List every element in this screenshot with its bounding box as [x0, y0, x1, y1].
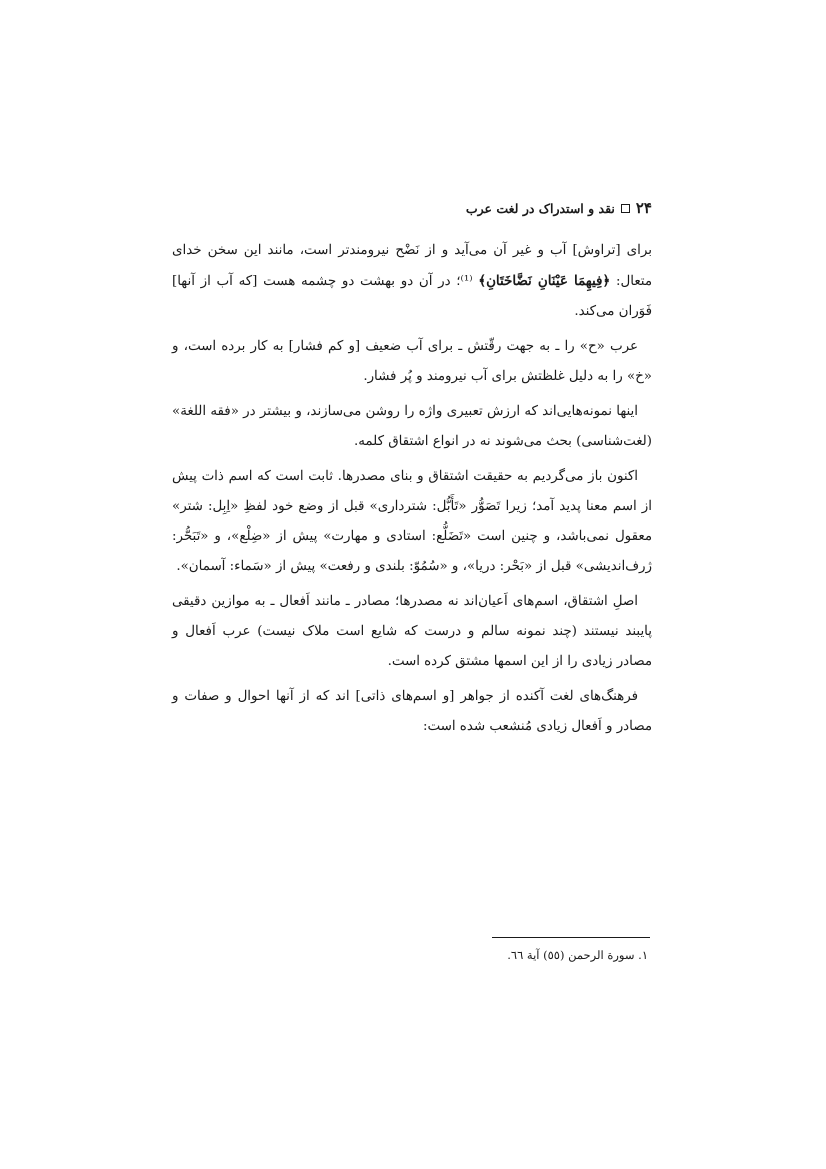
- text-run: برای [تراوش] آب و غیر آن می‌آید و از نَضْح نیرومندتر است، مانند این سخن خدای متعال:: [172, 243, 652, 289]
- running-title: نقد و استدراک در لغت عرب: [465, 200, 615, 216]
- text-run: اینها نمونه‌هایی‌اند که ارزش تعبیری واژه را روشن می‌سازند، و بیشتر در «فقه اللغة» (لغت‌شناسی) بحث می‌شوند نه در انواع اشتقاق کلمه.: [172, 404, 652, 449]
- paragraph: [172, 332, 652, 392]
- paragraph: [172, 587, 652, 677]
- quran-verse: ﴿فِيهِمَا عَيْنَانِ نَضَّاخَتَانِ﴾: [478, 273, 611, 289]
- square-bullet-icon: [621, 204, 630, 213]
- text-run: فرهنگ‌های لغت آکنده از جواهر [و اسم‌های ذاتی] اند که از آنها احوال و صفات و مصادر و اَفعال زیادی مُنشعب شده است:: [172, 689, 652, 734]
- paragraph: [172, 236, 652, 327]
- footnote-divider: [492, 937, 650, 938]
- text-run: عرب «ح» را ـ به جهت رقّتش ـ برای آب ضعیف [و کم فشار] به کار برده است، و «خ» را به دلیل غلظتش برای آب نیرومند و پُر فشار.: [172, 339, 652, 384]
- text-run: اصلِ اشتقاق، اسم‌های اَعیان‌اند نه مصدرها؛ مصادر ـ مانند اَفعال ـ به موازین دقیقی پایبند نیستند (چند نمونه سالم و درست که شایع است ملاک نیست) عرب اَفعال و مصادر زیادی را از این اسمها مشتق کرده است.: [172, 594, 652, 669]
- page-number: ۲۴: [635, 199, 652, 217]
- footnote: ۱. سورة الرحمن (٥٥) آية ٦٦.: [507, 948, 648, 962]
- running-header: [174, 196, 652, 220]
- text-run: اکنون باز می‌گردیم به حقیقت اشتقاق و بنای مصدرها. ثابت است که اسم ذات پیش از اسم معنا پدید آمد؛ زیرا تَصَوُّر «تَأَبُّل: شترداری» قبل از وضع خود لفظِ «اِبِل: شتر» معقول نمی‌باشد، و چنین است «تَضَلُّع: استادی و مهارت» پیش از «ضِلْع»، و «تَبَحُّر: ژرف‌اندیشی» قبل از «بَحْر: دریا»، و «سُمُوّ: بلندی و رفعت» پیش از «سَماء: آسمان».: [172, 469, 652, 574]
- paragraph: [172, 462, 652, 582]
- text-run: ⁽¹⁾؛ در آن دو بهشت دو چشمه هست [که آب از آنها] فَوَران می‌کند.: [172, 274, 652, 319]
- paragraph: [172, 682, 652, 742]
- main-text: [172, 236, 652, 747]
- paragraph: [172, 397, 652, 457]
